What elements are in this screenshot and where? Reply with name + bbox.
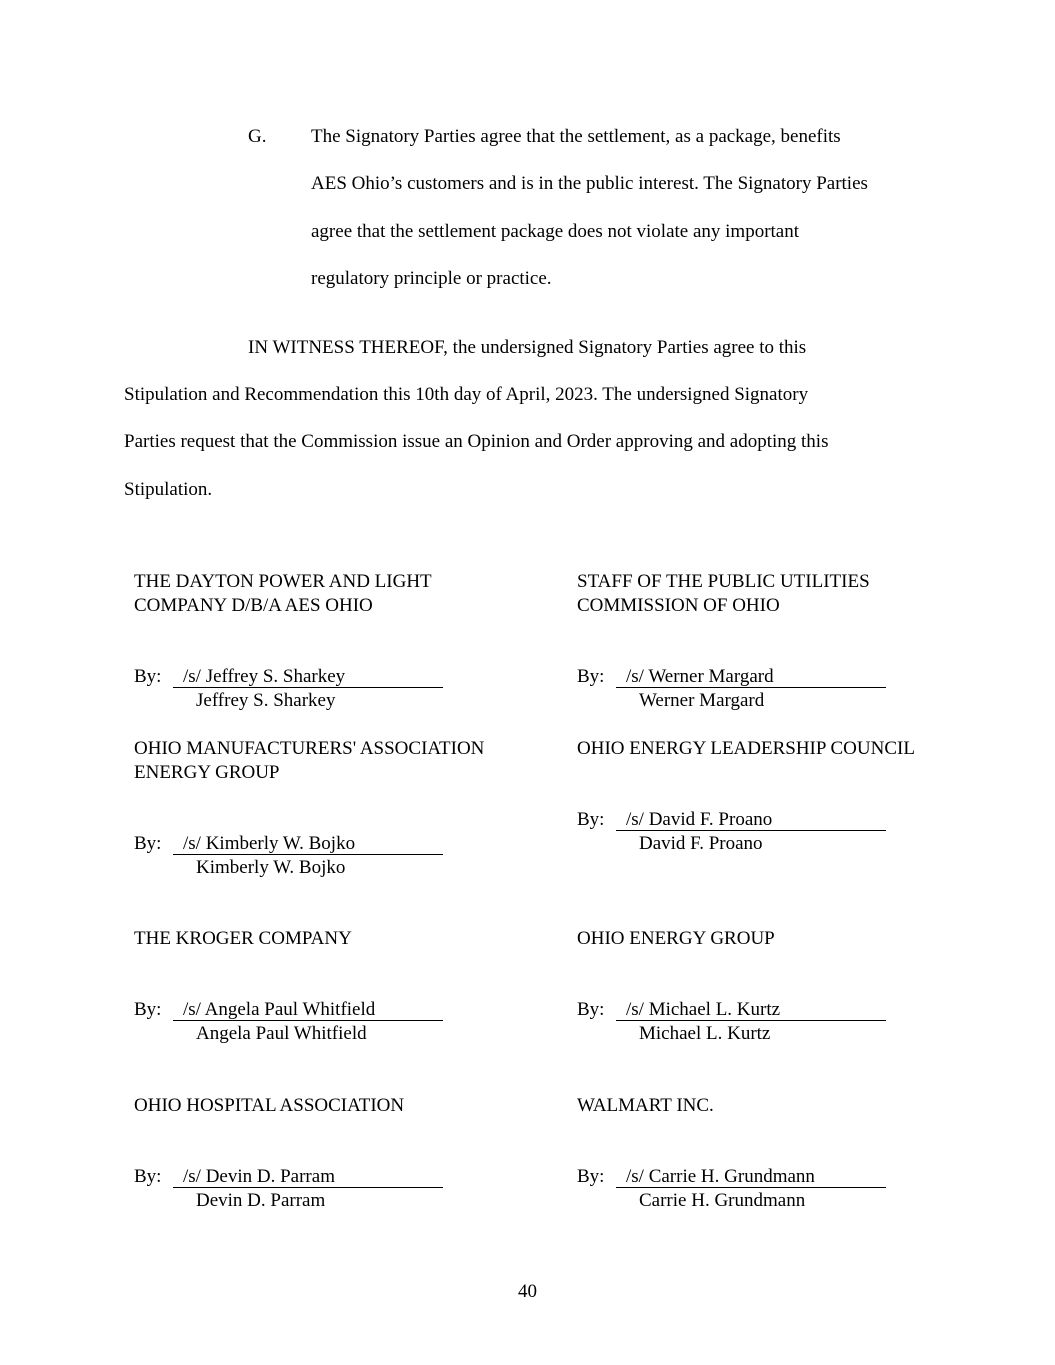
signature-line <box>134 998 443 1022</box>
signature: /s/ Kimberly W. Bojko <box>173 833 443 855</box>
signature-block <box>134 1094 554 1211</box>
signature-block <box>134 570 554 711</box>
signature-line <box>134 665 443 689</box>
party-name: OHIO HOSPITAL ASSOCIATION <box>134 1095 405 1116</box>
signature-block <box>577 570 997 711</box>
item-g-line: AES Ohio’s customers and is in the public interest. The Signatory Parties <box>311 173 868 194</box>
printed-name: Carrie H. Grundmann <box>639 1190 806 1211</box>
signature-block <box>577 1094 997 1211</box>
party-name: THE KROGER COMPANY <box>134 928 352 949</box>
party-name: WALMART INC. <box>577 1095 714 1116</box>
signature: /s/ Angela Paul Whitfield <box>173 999 443 1021</box>
printed-name: Werner Margard <box>639 690 765 711</box>
signature-line <box>577 665 886 689</box>
by-label: By: <box>134 833 162 854</box>
signature-line <box>134 1165 443 1189</box>
printed-name: Kimberly W. Bojko <box>196 857 346 878</box>
by-label: By: <box>134 999 162 1020</box>
signature-block <box>577 737 997 854</box>
signature: /s/ Jeffrey S. Sharkey <box>173 666 443 688</box>
signature: /s/ David F. Proano <box>616 809 886 831</box>
signature-line <box>577 998 886 1022</box>
party-name: OHIO ENERGY LEADERSHIP COUNCIL <box>577 738 915 759</box>
witness-line: IN WITNESS THEREOF, the undersigned Signatory Parties agree to this <box>248 337 807 358</box>
signature: /s/ Carrie H. Grundmann <box>616 1166 886 1188</box>
by-label: By: <box>134 1166 162 1187</box>
by-label: By: <box>577 666 605 687</box>
item-g-label: G. <box>248 126 267 147</box>
signature-block <box>134 737 554 878</box>
signature-line <box>577 808 886 832</box>
printed-name: Jeffrey S. Sharkey <box>196 690 336 711</box>
party-name: STAFF OF THE PUBLIC UTILITIES COMMISSION OF OHIO <box>577 571 870 616</box>
signature: /s/ Michael L. Kurtz <box>616 999 886 1021</box>
by-label: By: <box>577 999 605 1020</box>
signature-block <box>134 927 554 1044</box>
printed-name: Devin D. Parram <box>196 1190 326 1211</box>
page-number: 40 <box>518 1281 537 1302</box>
signature-line <box>134 832 443 856</box>
witness-line: Parties request that the Commission issue an Opinion and Order approving and adopting this <box>124 431 829 452</box>
witness-line: Stipulation and Recommendation this 10th day of April, 2023. The undersigned Signatory <box>124 384 809 405</box>
item-g-line: agree that the settlement package does not violate any important <box>311 221 800 242</box>
printed-name: David F. Proano <box>639 833 763 854</box>
signature-line <box>577 1165 886 1189</box>
printed-name: Angela Paul Whitfield <box>196 1023 367 1044</box>
by-label: By: <box>577 1166 605 1187</box>
signature: /s/ Werner Margard <box>616 666 886 688</box>
signature-block <box>577 927 997 1044</box>
signature: /s/ Devin D. Parram <box>173 1166 443 1188</box>
party-name: THE DAYTON POWER AND LIGHT COMPANY D/B/A AES OHIO <box>134 571 432 616</box>
item-g-line: regulatory principle or practice. <box>311 268 552 289</box>
by-label: By: <box>134 666 162 687</box>
party-name: OHIO MANUFACTURERS' ASSOCIATION ENERGY GROUP <box>134 738 485 783</box>
party-name: OHIO ENERGY GROUP <box>577 928 775 949</box>
by-label: By: <box>577 809 605 830</box>
printed-name: Michael L. Kurtz <box>639 1023 771 1044</box>
witness-line: Stipulation. <box>124 479 213 500</box>
item-g-line: The Signatory Parties agree that the settlement, as a package, benefits <box>311 126 841 147</box>
